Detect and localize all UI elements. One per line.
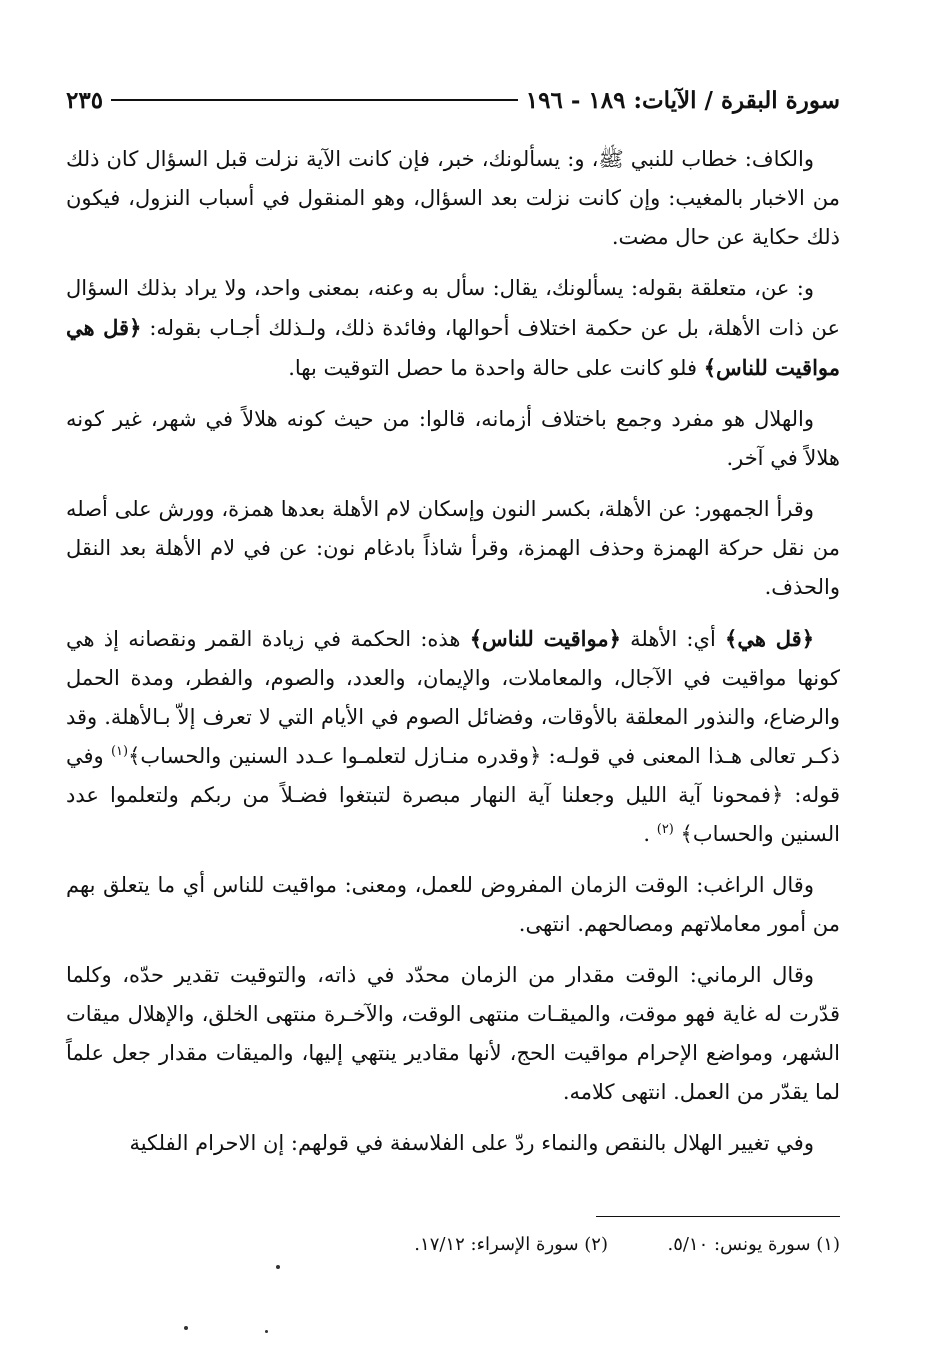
text-run: والهلال هو مفرد وجمع باختلاف أزمانه، قالوا: من حيث كونه هلالاً في شهر، غير كونه هلالاً في آخر. — [66, 407, 840, 470]
footnote-ref: (٢) — [656, 822, 674, 837]
paragraph — [66, 140, 840, 257]
text-run: وفي تغيير الهلال بالنقص والنماء ردّ على الفلاسفة في قولهم: إن الاحرام الفلكية — [129, 1131, 814, 1155]
footnotes — [200, 1234, 840, 1266]
running-title: سورة البقرة / الآيات: ١٨٩ - ١٩٦ — [525, 86, 840, 114]
footnote-ref: (١) — [110, 744, 129, 759]
scan-speck — [276, 1265, 280, 1269]
text-run: والكاف: خطاب للنبي ﷺ، و: يسألونك، خبر، فإن كانت الآية نزلت قبل السؤال كان ذلك من الاخبار بالمغيب: وإن كانت نزلت بعد السؤال، وهو المنقول في أسباب النزول، فيكون ذلك حكاية عن حال مضت. — [66, 147, 840, 249]
paragraph — [66, 619, 840, 854]
main-text — [66, 140, 840, 1175]
paragraph — [66, 1124, 840, 1163]
quran-quote: ﴿قل هي مواقيت للناس﴾ — [66, 315, 840, 380]
text-run: . — [643, 822, 657, 846]
scan-speck — [184, 1326, 188, 1330]
text-run: وقرأ الجمهور: عن الأهلة، بكسر النون وإسكان لام الأهلة بعدها همزة، وورش على أصله من نقل حركة الهمزة وحذف الهمزة، وقرأ شاذاً بادغام نون: عن في لام الأهلة بعد النقل والحذف. — [66, 497, 840, 599]
page-number: ٢٣٥ — [66, 86, 104, 114]
paragraph — [66, 490, 840, 607]
footnote-separator — [596, 1216, 840, 1217]
scan-speck — [265, 1330, 268, 1333]
text-run: فلو كانت على حالة واحدة ما حصل التوقيت بها. — [288, 356, 704, 380]
text-run: وقال الراغب: الوقت الزمان المفروض للعمل، ومعنى: مواقيت للناس أي ما يتعلق بهم من أمور معاملاتهم ومصالحهم. انتهى. — [66, 873, 840, 936]
text-run: هذه: الحكمة في زيادة القمر ونقصانه إذ هي كونها مواقيت في الآجال، والمعاملات، والإيمان، والعدد، والصوم، والفطر، ومدة الحمل والرضاع، والنذور المعلقة بالأوقات، وفضائل الصوم في الأيام التي لا تعرف إلاّ بـالأهلة. وقد ذكـر تعالى هـذا المعنى في قولـه: ﴿وقدره منـازل لتعلمـوا عـدد السنين والحساب﴾ — [66, 627, 841, 768]
paragraph — [66, 400, 840, 478]
text-run: وفي قوله: ﴿فمحونا آية الليل وجعلنا آية النهار مبصرة لتبتغوا فضـلاً من ربكم ولتعلموا عدد السنين والحساب﴾ — [66, 744, 840, 846]
header-rule — [111, 99, 518, 101]
paragraph — [66, 269, 840, 388]
page-header — [66, 82, 840, 118]
footnote-1: (١) سورة يونس: ٥/١٠. — [667, 1234, 840, 1255]
paragraph — [66, 956, 840, 1112]
footnote-2: (٢) سورة الإسراء: ١٧/١٢. — [414, 1234, 608, 1255]
quran-quote: ﴿مواقيت للناس﴾ — [469, 626, 621, 651]
text-run: وقال الرماني: الوقت مقدار من الزمان محدّد في ذاته، والتوقيت تقدير حدّه، وكلما قدّرت له غاية فهو موقت، والميقـات منتهى الوقت، والآخـرة منتهى الخلق، والإهلال ميقات الشهر، ومواضع الإحرام مواقيت الحج، لأنها مقادير ينتهي إليها، والميقات مقدار جعل علماً لما يقدّر من العمل. انتهى كلامه. — [66, 963, 840, 1104]
quran-quote: ﴿قل هي﴾ — [725, 626, 815, 651]
text-run: أي: الأهلة — [620, 627, 726, 651]
text-run: و: عن، متعلقة بقوله: يسألونك، يقال: سأل به وعنه، بمعنى واحد، ولا يراد بذلك السؤال عن ذات الأهلة، بل عن حكمة اختلاف أحوالها، وفائدة ذلك، ولـذلك أجـاب بقوله: — [66, 276, 841, 340]
paragraph — [66, 866, 840, 944]
